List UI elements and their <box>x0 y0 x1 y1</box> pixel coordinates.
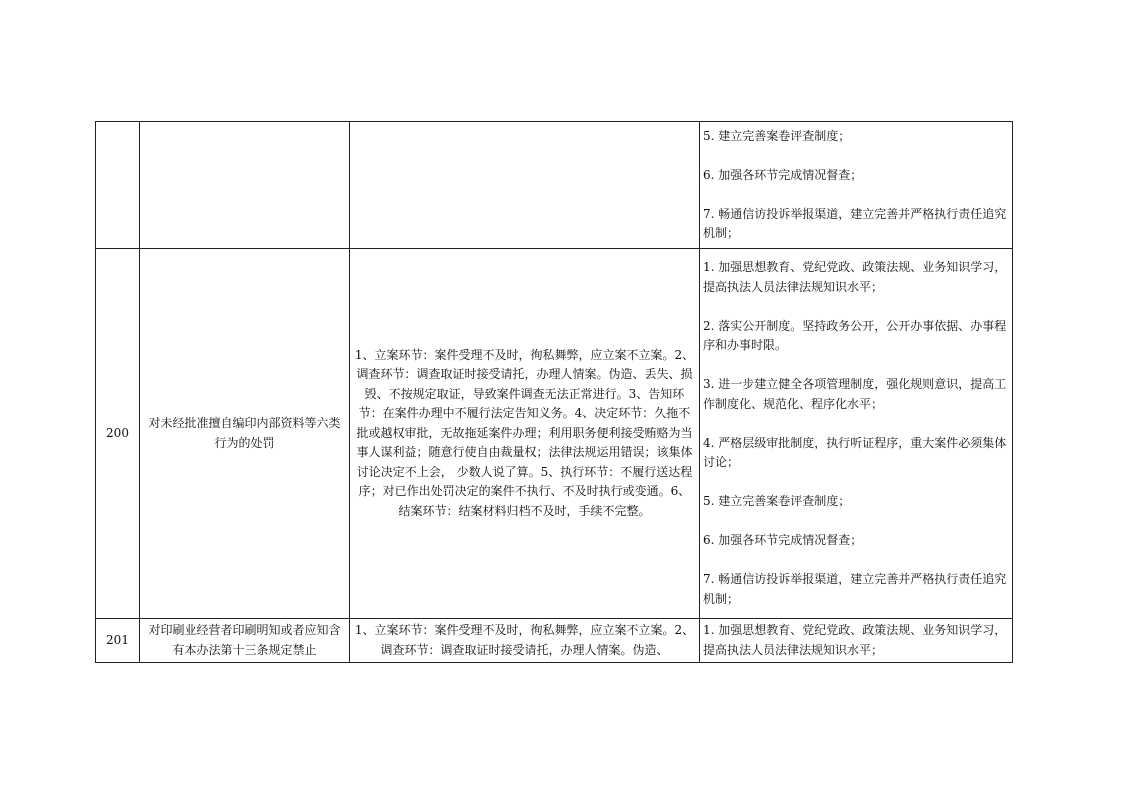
measure-item: 7. 畅通信访投诉举报渠道，建立完善并严格执行责任追究机制； <box>703 572 1007 606</box>
table-row <box>96 619 1013 663</box>
item-name-cell <box>140 122 350 249</box>
risk-points-cell: 1、立案环节：案件受理不及时，徇私舞弊，应立案不立案。2、调查环节：调查取证时接受请托，办理人情案。伪造、丢失、损毁、不按规定取证，导致案件调查无法正常进行。3、告知环节：在案件办理中不履行法定告知义务。4、决定环节：久拖不批或越权审批，无故拖延案件办理；利用职务便利接受贿赂为当事人谋利益；随意行使自由裁量权；法律法规运用错误；该集体讨论决定不上会， 少数人说了算。5、执行环节：不履行送达程序；对已作出处罚决定的案件不执行、不及时执行或变通。6、结案环节：结案材料归档不及时，手续不完整。 <box>350 249 700 619</box>
row-number-cell: 201 <box>96 619 140 663</box>
measure-item: 6. 加强各环节完成情况督查； <box>703 167 863 182</box>
item-name-cell: 对印刷业经营者印刷明知或者应知含有本办法第十三条规定禁止 <box>140 619 350 663</box>
measure-item: 7. 畅通信访投诉举报渠道，建立完善并严格执行责任追究机制； <box>703 206 1007 240</box>
measure-item: 6. 加强各环节完成情况督查； <box>703 533 863 547</box>
table-row <box>96 249 1013 619</box>
measure-item: 5. 建立完善案卷评查制度； <box>703 128 851 143</box>
risk-points-cell <box>350 122 700 249</box>
measures-cell <box>700 249 1013 619</box>
measure-item: 1. 加强思想教育、党纪党政、政策法规、业务知识学习，提高执法人员法律法规知识水平； <box>703 260 1007 294</box>
row-number-cell: 200 <box>96 249 140 619</box>
measure-item: 3. 进一步建立健全各项管理制度，强化规则意识，提高工作制度化、规范化、程序化水平； <box>703 377 1007 411</box>
measures-cell <box>700 122 1013 249</box>
table-row <box>96 122 1013 249</box>
item-name-cell: 对未经批准擅自编印内部资料等六类行为的处罚 <box>140 249 350 619</box>
row-number-cell <box>96 122 140 249</box>
measures-cell <box>700 619 1013 663</box>
risk-control-table <box>95 121 1013 663</box>
measure-item: 2. 落实公开制度。坚持政务公开，公开办事依据、办事程序和办事时限。 <box>703 318 1007 352</box>
risk-points-cell: 1、立案环节：案件受理不及时，徇私舞弊，应立案不立案。2、调查环节：调查取证时接受请托，办理人情案。伪造、 <box>350 619 700 663</box>
measure-item: 4. 严格层级审批制度，执行听证程序，重大案件必须集体讨论； <box>703 435 1007 469</box>
measure-item: 1. 加强思想教育、党纪党政、政策法规、业务知识学习，提高执法人员法律法规知识水平； <box>703 623 1007 657</box>
measure-item: 5. 建立完善案卷评查制度； <box>703 494 851 508</box>
